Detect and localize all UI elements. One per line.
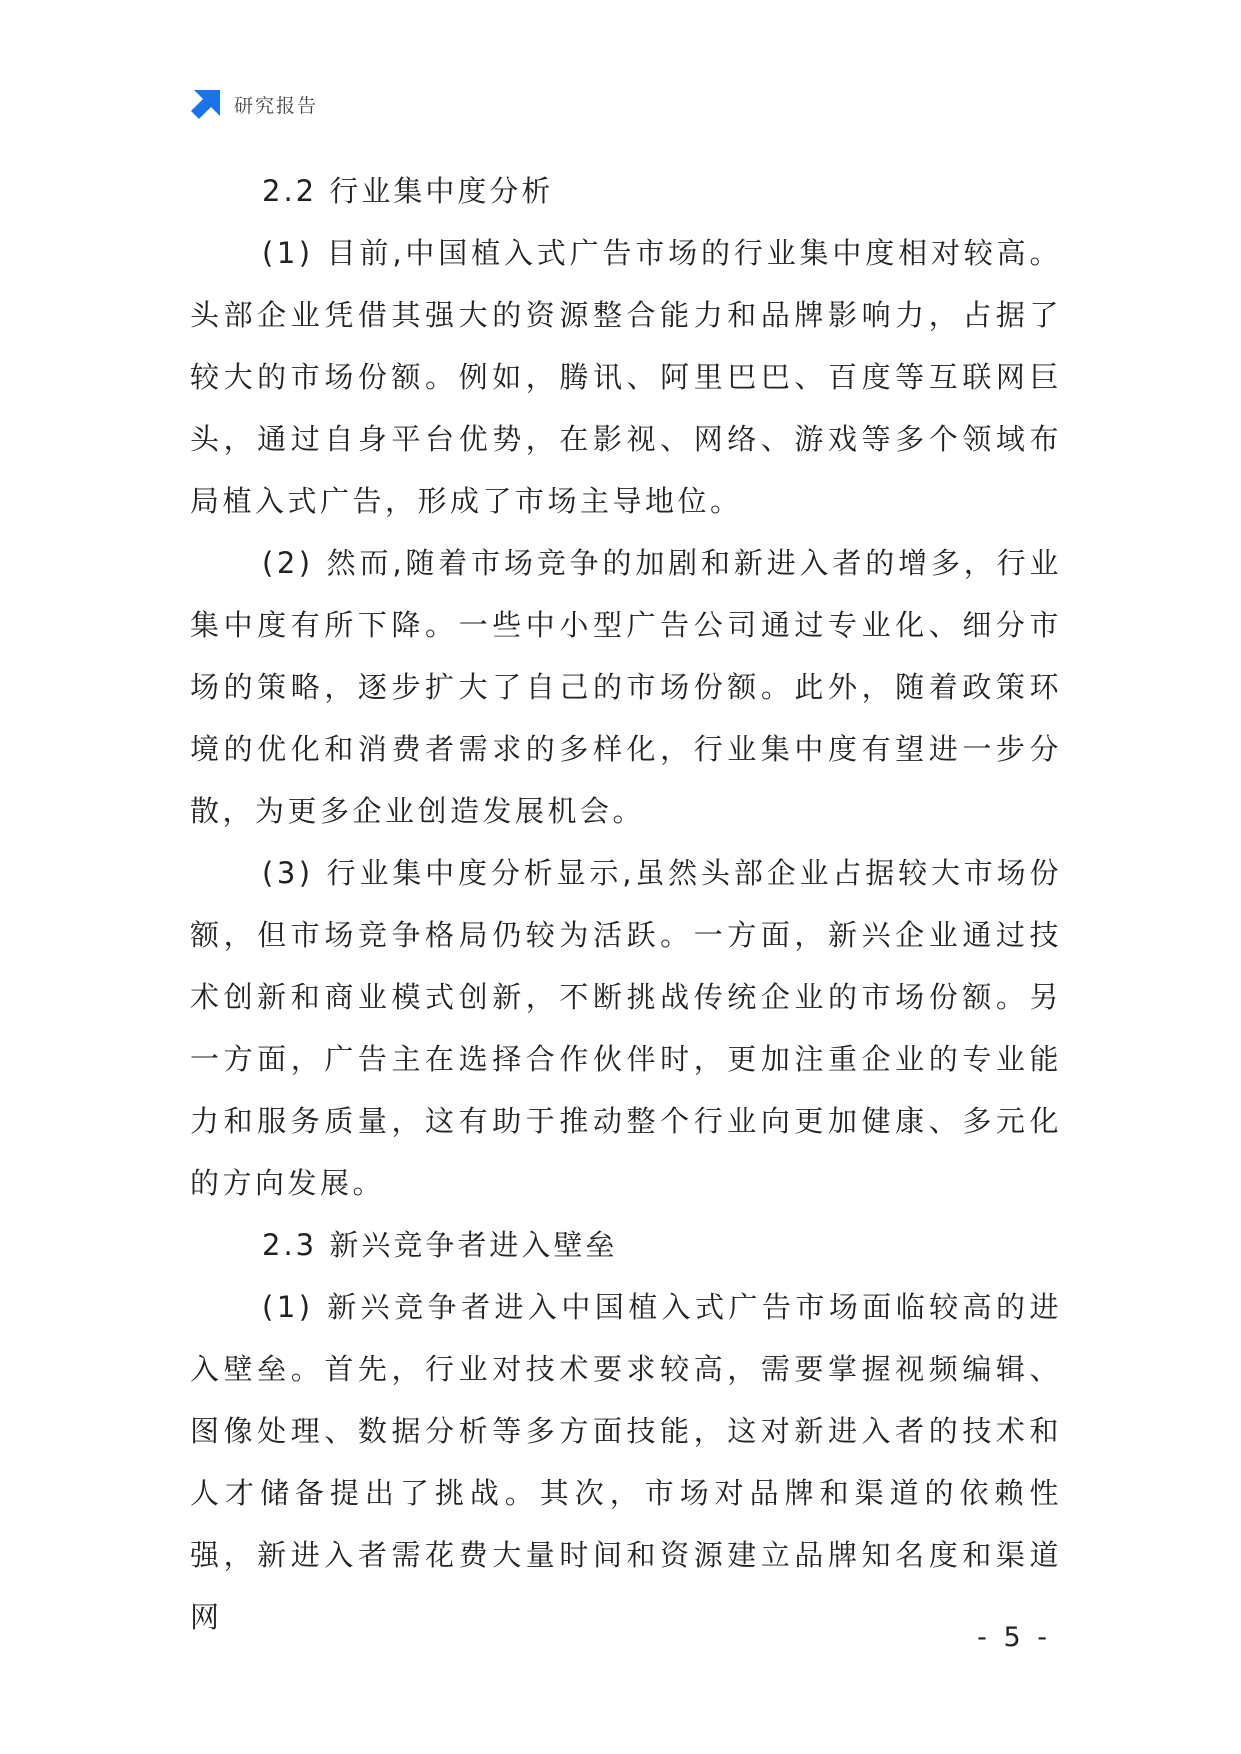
document-body	[190, 160, 1062, 1648]
section-heading-2-2: 2.2 行业集中度分析	[262, 174, 554, 208]
arrow-up-right-icon	[190, 88, 222, 120]
section-heading-2-3: 2.3 新兴竞争者进入壁垒	[262, 1228, 618, 1262]
page-header	[190, 86, 318, 122]
paragraph-2-2-2: (2) 然而,随着市场竞争的加剧和新进入者的增多，行业集中度有所下降。一些中小型广告公司通过专业化、细分市场的策略，逐步扩大了自己的市场份额。此外，随着政策环境的优化和消费者需求的多样化，行业集中度有望进一步分散，为更多企业创造发展机会。	[190, 546, 1062, 828]
paragraph-2-2-1: (1) 目前,中国植入式广告市场的行业集中度相对较高。头部企业凭借其强大的资源整合能力和品牌影响力，占据了较大的市场份额。例如，腾讯、阿里巴巴、百度等互联网巨头，通过自身平台优势，在影视、网络、游戏等多个领域布局植入式广告，形成了市场主导地位。	[190, 236, 1062, 518]
paragraph-2-3-1: (1) 新兴竞争者进入中国植入式广告市场面临较高的进入壁垒。首先，行业对技术要求较高，需要掌握视频编辑、图像处理、数据分析等多方面技能，这对新进入者的技术和人才储备提出了挑战。其次，市场对品牌和渠道的依赖性强，新进入者需花费大量时间和资源建立品牌知名度和渠道网	[190, 1290, 1062, 1634]
paragraph-2-2-3: (3) 行业集中度分析显示,虽然头部企业占据较大市场份额，但市场竞争格局仍较为活跃。一方面，新兴企业通过技术创新和商业模式创新，不断挑战传统企业的市场份额。另一方面，广告主在选择合作伙伴时，更加注重企业的专业能力和服务质量，这有助于推动整个行业向更加健康、多元化的方向发展。	[190, 856, 1062, 1200]
header-title: 研究报告	[234, 94, 319, 117]
page-number: - 5 -	[977, 1622, 1051, 1653]
